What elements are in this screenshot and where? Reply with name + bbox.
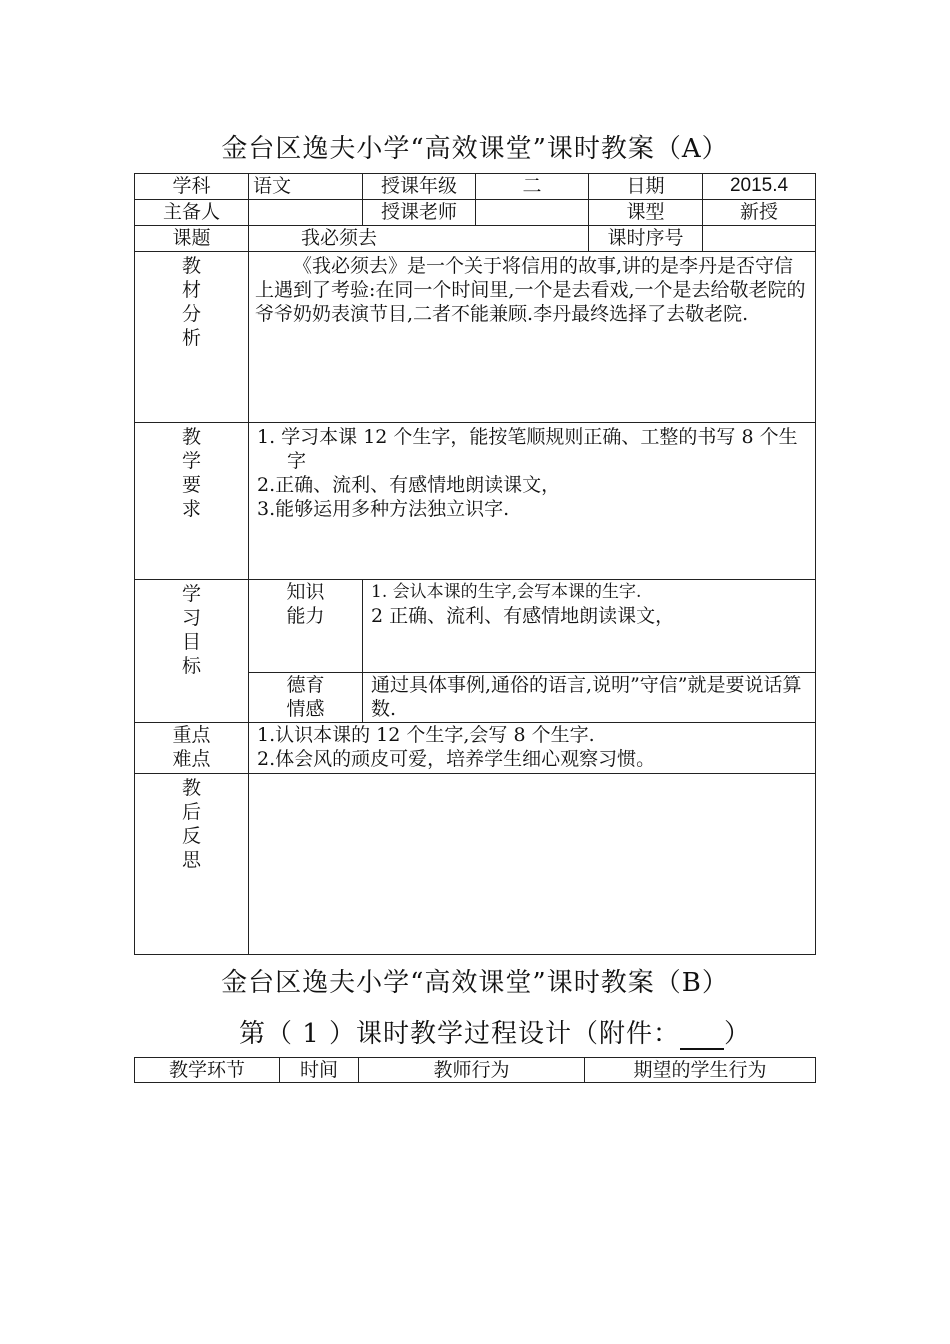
- document-title-a: 金台区逸夫小学“高效课堂”课时教案（A）: [221, 134, 729, 164]
- analysis-text: 《我必须去》是一个关于将信用的故事,讲的是李丹是否守信上遇到了考验:在同一个时间里,一个是去看戏,一个是去给敬老院的爷爷奶奶表演节目,二者不能兼顾.李丹最终选择了去敬老院.: [255, 255, 806, 325]
- objectives-label: 学习目标: [182, 583, 202, 677]
- analysis-label: 教材分析: [182, 255, 202, 349]
- preparer-label: 主备人: [135, 200, 249, 226]
- sequence-value: [703, 226, 816, 252]
- date-value: 2015.4: [703, 174, 816, 200]
- sequence-label: 课时序号: [589, 226, 703, 252]
- grade-label: 授课年级: [363, 174, 476, 200]
- knowledge-item-2: 2 正确、流利、有感情地朗读课文，: [371, 605, 675, 627]
- topic-value: 我必须去: [249, 226, 589, 252]
- process-header-time: 时间: [280, 1058, 359, 1083]
- date-label: 日期: [589, 174, 703, 200]
- subject-label: 学科: [135, 174, 249, 200]
- knowledge-item-1: 1. 会认本课的生字,会写本课的生字.: [371, 582, 642, 602]
- knowledge-label: 知识能力: [286, 581, 325, 627]
- teacher-label: 授课老师: [363, 200, 476, 226]
- attachment-blank[interactable]: [680, 1022, 724, 1050]
- lesson-plan-table-a: [134, 173, 816, 955]
- requirement-item-1: 1. 学习本课 12 个生字，能按笔顺规则正确、工整的书写 8 个生字: [257, 426, 798, 472]
- process-title-suffix: ）: [724, 1019, 752, 1049]
- preparer-value: [249, 200, 363, 226]
- type-value: 新授: [703, 200, 816, 226]
- document-title-b: 金台区逸夫小学“高效课堂”课时教案（B）: [221, 968, 729, 998]
- type-label: 课型: [589, 200, 703, 226]
- process-table: [134, 1057, 816, 1083]
- process-header-teacher: 教师行为: [359, 1058, 585, 1083]
- difficulties-label: 难点: [172, 748, 211, 770]
- grade-value: 二: [476, 174, 589, 200]
- subject-value: 语文: [249, 174, 363, 200]
- key-points-label: 重点: [172, 724, 211, 746]
- reflection-text: [249, 774, 816, 955]
- moral-text: 通过具体事例,通俗的语言,说明”守信”就是要说话算数.: [371, 674, 802, 720]
- reflection-label: 教后反思: [182, 777, 202, 871]
- process-header-student: 期望的学生行为: [585, 1058, 816, 1083]
- topic-label: 课题: [135, 226, 249, 252]
- process-title: [0, 1013, 950, 1050]
- moral-label: 德育情感: [286, 674, 325, 720]
- requirement-item-3: 3.能够运用多种方法独立识字.: [257, 498, 510, 520]
- requirement-item-2: 2.正确、流利、有感情地朗读课文，: [257, 474, 561, 496]
- requirements-label: 教学要求: [182, 426, 202, 520]
- process-header-stage: 教学环节: [135, 1058, 280, 1083]
- process-title-prefix: 第（ 1 ）课时教学过程设计（附件：: [238, 1019, 681, 1049]
- key-point-item-1: 1.认识本课的 12 个生字,会写 8 个生字.: [257, 724, 595, 746]
- key-point-item-2: 2.体会风的顽皮可爱，培养学生细心观察习惯。: [257, 748, 656, 770]
- teacher-value: [476, 200, 589, 226]
